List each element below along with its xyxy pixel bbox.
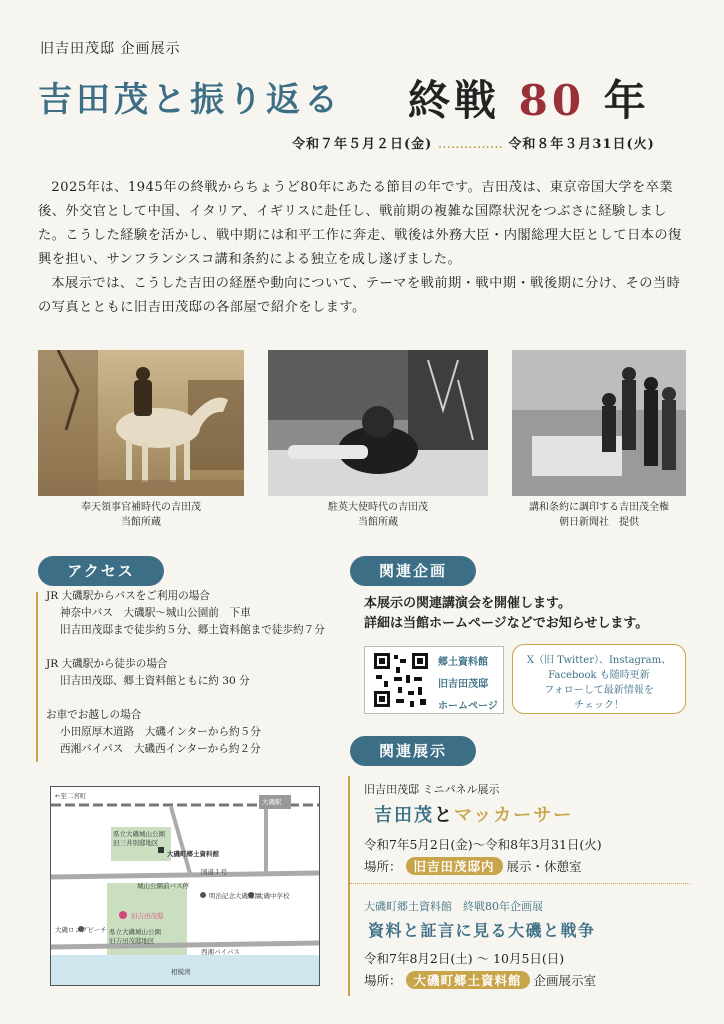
access-map xyxy=(50,786,320,986)
exhibit-2-place-room: 企画展示室 xyxy=(533,973,597,988)
map-label-school: 大磯中学校 xyxy=(257,892,290,900)
exhibit-1-place-tag: 旧吉田茂邸内 xyxy=(406,857,503,875)
access-heading: アクセス xyxy=(38,556,164,586)
map-label-longbeach: 大磯ロングビーチ xyxy=(55,926,107,934)
title-main: 吉田茂と振り返る xyxy=(38,80,342,120)
sns-callout xyxy=(512,644,686,714)
exhibit-1-org: 旧吉田茂邸 ミニパネル展示 xyxy=(364,783,500,796)
exhibit-1 xyxy=(364,781,694,875)
photo-treaty-signing xyxy=(512,350,686,496)
sns-line-4: チェック！ xyxy=(574,700,624,711)
related-plan-line-2: 詳細は当館ホームページなどでお知らせします。 xyxy=(364,616,649,631)
intro-paragraph-1: 2025年は、1945年の終戦からちょうど80年にあたる節目の年です。吉田茂は、東京帝国大学を卒業後、外交官として中国、イタリア、イギリスに赴任し、戦前期の複雑な国際状況をつぶさに経験しました。こうした経験を活かし、戦中期には和平工作に奔走、戦後は外務大臣・内閣総理大臣として日本の復興を担い、サンフランシスコ講和条約による独立を成し遂げました。 xyxy=(38,180,682,267)
related-exhibits-heading: 関連展示 xyxy=(350,736,476,766)
access-divider xyxy=(36,592,38,762)
exhibition-period xyxy=(292,133,655,152)
sns-line-1: X（旧 Twitter）、Instagram、 xyxy=(526,655,672,666)
photo-3-caption xyxy=(500,500,698,530)
exhibit-2-dates: 令和7年8月2日(土) ～ 10月5日(日) xyxy=(364,951,565,966)
map-label-bypass: 西湘バイパス xyxy=(201,948,240,956)
qr-label-residence: 旧吉田茂邸 xyxy=(438,679,488,690)
exhibit-1-title-b: と xyxy=(434,805,454,826)
date-start: 令和７年５月２日(金) xyxy=(292,137,433,152)
photo-1-caption-credit: 当館所蔵 xyxy=(121,517,161,528)
exhibit-2-place-label: 場所： xyxy=(364,973,402,988)
intro-text xyxy=(38,176,688,320)
access-text xyxy=(46,588,336,758)
sns-line-3: フォローして最新情報を xyxy=(544,685,654,696)
photo-3-caption-credit: 朝日新聞社 提供 xyxy=(559,517,639,528)
qr-label-homepage: ホームページ xyxy=(438,701,498,712)
access-car-route-1: 小田原厚木道路 大磯インターから約５分 xyxy=(60,726,261,738)
access-bus-walk: 旧吉田茂邸まで徒歩約５分、郷土資料館まで徒歩約７分 xyxy=(60,624,325,636)
access-walk-time: 旧吉田茂邸、郷土資料館ともに約 30 分 xyxy=(60,675,250,687)
photo-2-caption-title: 駐英大使時代の吉田茂 xyxy=(328,502,428,513)
date-separator: …………… xyxy=(437,137,503,152)
exhibit-2 xyxy=(364,898,694,989)
related-plan-line-1: 本展示の関連講演会を開催します。 xyxy=(364,596,571,611)
qr-labels xyxy=(438,652,498,718)
exhibit-1-place-label: 場所： xyxy=(364,859,402,874)
map-label-bus-stop: 城山公園前バス停 xyxy=(137,882,189,890)
photo-1-caption xyxy=(38,500,244,530)
photo-2-caption-credit: 当館所蔵 xyxy=(358,517,398,528)
related-plan-heading: 関連企画 xyxy=(350,556,476,586)
exhibit-1-title-c: マッカーサー xyxy=(454,805,574,826)
map-label-yoshida: 旧吉田茂邸 xyxy=(131,912,164,920)
photo-horse-rider xyxy=(38,350,244,496)
map-label-ninomiya: ←至二宮町 xyxy=(55,792,87,800)
exhibit-1-place-room: 展示・休憩室 xyxy=(506,859,582,874)
access-car-heading: お車でお越しの場合 xyxy=(46,709,142,721)
sns-line-2: Facebook も随時更新 xyxy=(548,670,650,681)
date-end: 令和８年３月31日(火) xyxy=(508,137,655,152)
exhibition-org: 旧吉田茂邸 企画展示 xyxy=(40,41,181,57)
map-label-park-a1: 県立大磯城山公園 xyxy=(113,830,165,838)
access-bus-route: 神奈中バス 大磯駅～城山公園前 下車 xyxy=(60,607,251,619)
photo-2-caption xyxy=(268,500,488,530)
exhibit-1-title-a: 吉田茂 xyxy=(374,805,434,826)
photo-ambassador xyxy=(268,350,488,496)
map-label-museum: 大磯町郷土資料館 xyxy=(167,850,219,858)
qr-label-museum: 郷土資料館 xyxy=(438,657,488,668)
exhibit-2-title: 資料と証言に見る大磯と戦争 xyxy=(368,921,596,940)
access-walk-heading: JR 大磯駅から徒歩の場合 xyxy=(46,658,168,670)
exhibits-divider xyxy=(348,776,350,996)
qr-code-icon xyxy=(368,647,434,713)
exhibit-1-title xyxy=(374,801,694,827)
map-label-memorial: 明治記念大磯邸園 xyxy=(209,892,261,900)
title-accent-pre: 終戦 xyxy=(408,76,501,125)
map-label-sea: 相模湾 xyxy=(171,968,191,976)
map-label-station: 大磯駅 xyxy=(262,798,282,806)
exhibit-2-org: 大磯町郷土資料館 終戦80年企画展 xyxy=(364,900,543,913)
exhibits-separator xyxy=(350,883,690,884)
photo-1-caption-title: 奉天領事官補時代の吉田茂 xyxy=(81,502,201,513)
title-accent-post: 年 xyxy=(603,76,650,125)
exhibit-1-dates: 令和7年5月2日(金)～令和8年3月31日(火) xyxy=(364,837,602,852)
map-label-park-b1: 県立大磯城山公園 xyxy=(109,928,161,936)
exhibit-1-place xyxy=(364,857,694,875)
map-label-route1: 国道１号 xyxy=(201,868,227,876)
access-car-route-2: 西湘バイパス 大磯西インターから約２分 xyxy=(60,743,261,755)
map-label-park-a2: 旧三井別邸地区 xyxy=(113,839,159,847)
title-accent xyxy=(408,68,650,128)
exhibit-2-place xyxy=(364,971,694,989)
title-accent-number: 80 xyxy=(518,76,586,125)
access-bus-heading: JR 大磯駅からバスをご利用の場合 xyxy=(46,590,210,602)
photo-3-caption-title: 講和条約に調印する吉田茂全権 xyxy=(529,502,669,513)
intro-paragraph-2: 本展示では、こうした吉田の経歴や動向について、テーマを戦前期・戦中期・戦後期に分け、その当時の写真とともに旧吉田茂邸の各部屋で紹介をします。 xyxy=(38,276,681,315)
map-label-park-b2: 旧吉田茂邸地区 xyxy=(109,937,155,945)
exhibit-2-place-tag: 大磯町郷土資料館 xyxy=(406,971,530,989)
related-plan-text xyxy=(364,594,648,634)
